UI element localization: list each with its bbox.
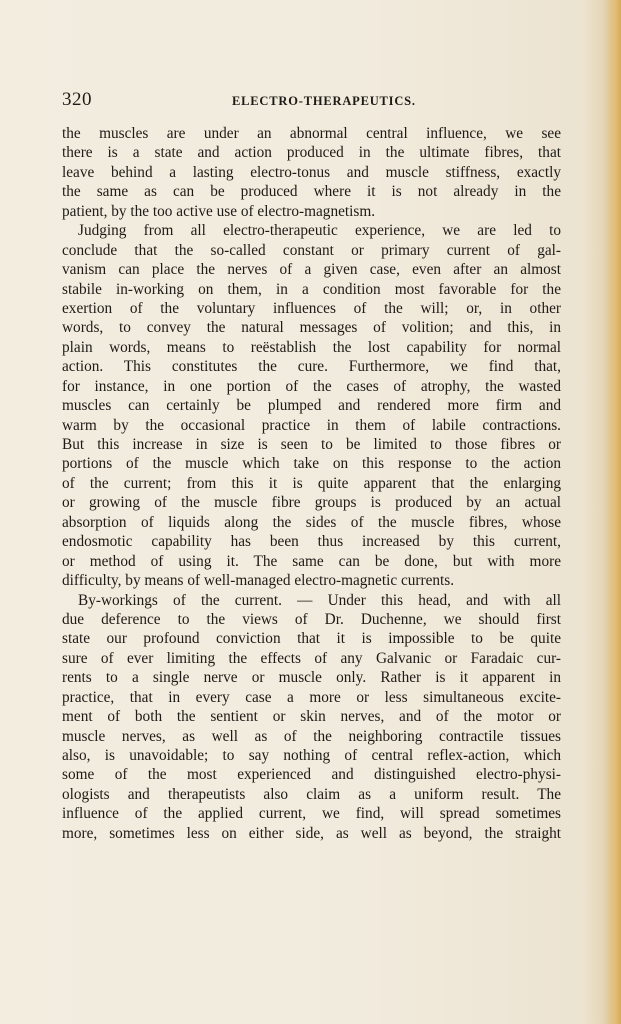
text-line: ologists and therapeutists also claim as a uniform result. The: [62, 785, 561, 803]
page-header: [62, 89, 561, 111]
text-line: But this increase in size is seen to be limited to those fibres or: [62, 436, 561, 453]
text-line: stabile in-working on them, in a condition most favorable for the: [62, 280, 561, 298]
text-line: some of the most experienced and distinguished electro-physi-: [62, 766, 561, 784]
text-line: there is a state and action produced in the ultimate fibres, that: [62, 144, 561, 162]
text-line: portions of the muscle which take on this response to the action: [62, 455, 561, 473]
text-line: difficulty, by means of well-managed electro-magnetic currents.: [62, 572, 455, 590]
text-line: muscle nerves, as well as of the neighboring contractile tissues: [62, 727, 561, 745]
text-line: ment of both the sentient or skin nerves, and of the motor or: [62, 708, 561, 726]
text-line: or growing of the muscle fibre groups is produced by an actual: [62, 494, 561, 512]
text-line: endosmotic capability has been thus increased by this current,: [62, 533, 561, 551]
text-line: action. This constitutes the cure. Furthermore, we find that,: [62, 358, 561, 376]
text-line: of the current; from this it is quite apparent that the enlarging: [62, 474, 561, 492]
text-line: due deference to the views of Dr. Duchenne, we should first: [62, 610, 561, 628]
text-line: influence of the applied current, we find, will spread sometimes: [62, 805, 561, 823]
text-line: conclude that the so-called constant or primary current of gal-: [62, 241, 561, 259]
running-head: ELECTRO-THERAPEUTICS.: [232, 94, 416, 108]
text-line: for instance, in one portion of the cases of atrophy, the wasted: [62, 377, 561, 395]
text-line: patient, by the too active use of electro-magnetism.: [62, 202, 376, 220]
text-line: plain words, means to reëstablish the lost capability for normal: [62, 338, 561, 356]
text-line: warm by the occasional practice in them of labile contractions.: [62, 416, 561, 434]
text-line: state our profound conviction that it is impossible to be quite: [62, 630, 561, 648]
text-line: practice, that in every case a more or less simultaneous excite-: [62, 688, 561, 706]
text-line: the same as can be produced where it is not already in the: [62, 183, 561, 201]
body-text: [62, 124, 561, 843]
text-line: vanism can place the nerves of a given case, even after an almost: [62, 261, 561, 279]
text-line: By-workings of the current. — Under this head, and with all: [78, 591, 561, 609]
page-edge: [607, 0, 621, 1024]
text-line: exertion of the voluntary influences of the will; or, in other: [62, 299, 561, 317]
text-line: sure of ever limiting the effects of any Galvanic or Faradaic cur-: [62, 649, 561, 667]
text-line: rents to a single nerve or muscle only. Rather is it apparent in: [62, 669, 561, 687]
text-line: words, to convey the natural messages of volition; and this, in: [62, 319, 561, 337]
text-line: leave behind a lasting electro-tonus and muscle stiffness, exactly: [62, 163, 561, 181]
text-line: absorption of liquids along the sides of the muscle fibres, whose: [62, 513, 561, 531]
text-line: also, is unavoidable; to say nothing of central reflex-action, which: [62, 747, 561, 764]
text-line: or method of using it. The same can be done, but with more: [62, 552, 561, 570]
text-line: Judging from all electro-therapeutic experience, we are led to: [78, 222, 561, 240]
text-line: more, sometimes less on either side, as well as beyond, the straight: [62, 824, 561, 842]
page-number: 320: [62, 89, 92, 110]
text-line: the muscles are under an abnormal central influence, we see: [62, 125, 561, 142]
text-line: muscles can certainly be plumped and rendered more firm and: [62, 397, 561, 415]
